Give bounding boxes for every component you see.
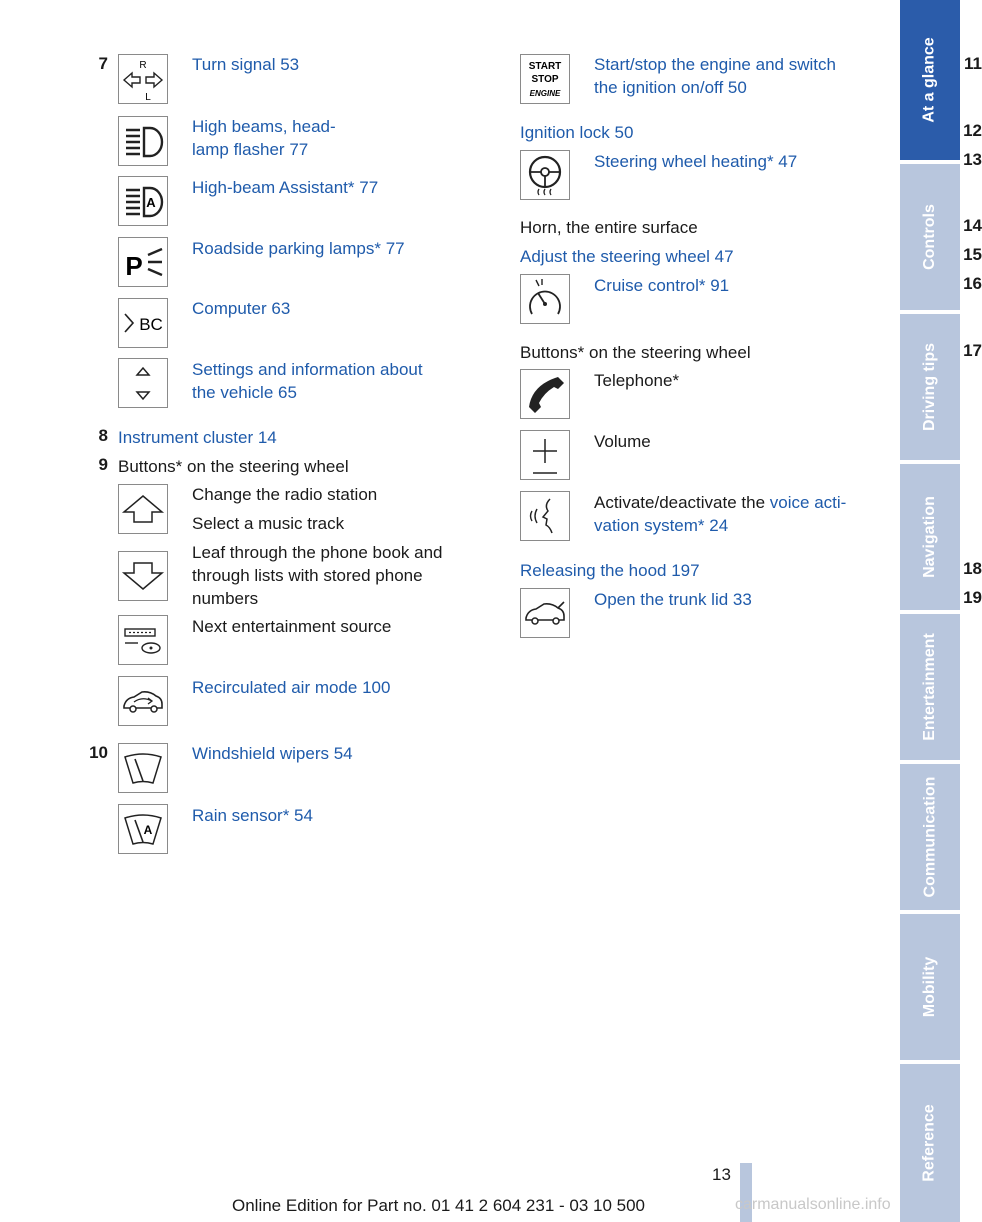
- item-number: 14: [963, 216, 982, 235]
- start-label: START: [528, 61, 562, 72]
- radio-station-text: Change the radio station: [192, 485, 378, 504]
- steering-wheel-heating-icon: [520, 150, 570, 200]
- svg-text:P: P: [125, 251, 143, 281]
- media-source-icon: [118, 615, 168, 665]
- item-number: 17: [963, 341, 982, 360]
- item-number: 8: [98, 426, 108, 445]
- voice-activation-line1: [594, 491, 846, 514]
- turn-signal-link[interactable]: Turn signal 53: [192, 55, 300, 74]
- turn-signal-icon: [118, 54, 168, 104]
- svg-text:A: A: [143, 823, 153, 837]
- steering-wheel-heating-link[interactable]: Steering wheel heating* 47: [594, 152, 798, 171]
- phone-book-text-line1: Leaf through the phone book and: [192, 543, 443, 562]
- settings-link-line2[interactable]: the vehicle 65: [192, 383, 297, 402]
- cruise-control-icon: [520, 274, 570, 324]
- voice-activation-icon: [520, 491, 570, 541]
- svg-text:BC: BC: [139, 315, 163, 334]
- tab-mobility[interactable]: [900, 914, 960, 1060]
- up-down-arrows-icon: [118, 358, 168, 408]
- volume-icon: [520, 430, 570, 480]
- svg-text:A: A: [146, 195, 156, 210]
- tab-label: Entertainment: [921, 633, 939, 741]
- computer-link[interactable]: Computer 63: [192, 299, 291, 318]
- high-beams-link-line1[interactable]: High beams, head-: [192, 117, 336, 136]
- trunk-lid-icon: [520, 588, 570, 638]
- instrument-cluster-link[interactable]: Instrument cluster 14: [118, 428, 277, 447]
- entertainment-source-text: Next entertainment source: [192, 617, 392, 636]
- windshield-wiper-icon: [118, 743, 168, 793]
- tab-reference[interactable]: [900, 1064, 960, 1222]
- item-number: 15: [963, 245, 982, 264]
- tab-label: Controls: [921, 204, 938, 270]
- phone-book-text-line2: through lists with stored phone: [192, 566, 423, 585]
- svg-text:R: R: [139, 60, 147, 71]
- item-number: 9: [98, 455, 108, 474]
- high-beam-assistant-link[interactable]: High-beam Assistant* 77: [192, 178, 379, 197]
- high-beam-assistant-icon: [118, 176, 168, 226]
- computer-icon: [118, 298, 168, 348]
- steering-buttons-heading: Buttons* on the steering wheel: [118, 457, 349, 476]
- engine-label: ENGINE: [529, 89, 561, 98]
- volume-text: Volume: [594, 432, 651, 451]
- tab-driving-tips[interactable]: [900, 314, 960, 460]
- item-number: 7: [98, 54, 108, 73]
- item-number: 18: [963, 559, 982, 578]
- chapter-sidebar: [900, 0, 960, 1222]
- settings-link-line1[interactable]: Settings and information about: [192, 360, 423, 379]
- svg-text:L: L: [145, 92, 151, 103]
- arrow-up-icon: [118, 484, 168, 534]
- voice-activation-link-line2[interactable]: vation system* 24: [594, 516, 729, 535]
- phone-book-text-line3: numbers: [192, 589, 259, 608]
- ignition-lock-link[interactable]: Ignition lock 50: [520, 123, 634, 142]
- voice-activation-link[interactable]: voice acti-: [769, 493, 847, 512]
- cruise-control-link[interactable]: Cruise control* 91: [594, 276, 730, 295]
- trunk-lid-link[interactable]: Open the trunk lid 33: [594, 590, 752, 609]
- item-number: 19: [963, 588, 982, 607]
- item-number: 10: [89, 743, 108, 762]
- tab-navigation[interactable]: [900, 464, 960, 610]
- item-number: 11: [964, 54, 982, 73]
- adjust-steering-wheel-link[interactable]: Adjust the steering wheel 47: [520, 247, 734, 266]
- high-beam-icon: [118, 116, 168, 166]
- tab-label: Reference: [921, 1104, 938, 1182]
- recirculated-air-icon: [118, 676, 168, 726]
- start-stop-link-line1[interactable]: Start/stop the engine and switch: [594, 55, 836, 74]
- tab-label: Navigation: [921, 496, 939, 578]
- arrow-down-icon: [118, 551, 168, 601]
- stop-label: STOP: [531, 74, 559, 85]
- start-stop-icon: [520, 54, 570, 104]
- music-track-text: Select a music track: [192, 514, 345, 533]
- page-number: 13: [712, 1165, 731, 1184]
- rain-sensor-link[interactable]: Rain sensor* 54: [192, 806, 313, 825]
- parking-lamps-link[interactable]: Roadside parking lamps* 77: [192, 239, 405, 258]
- start-stop-link-line2[interactable]: the ignition on/off 50: [594, 78, 747, 97]
- footer-text: Online Edition for Part no. 01 41 2 604 231 - 03 10 500: [232, 1196, 646, 1215]
- recirculated-air-link[interactable]: Recirculated air mode 100: [192, 678, 391, 697]
- tab-label: Mobility: [921, 956, 938, 1018]
- release-hood-link[interactable]: Releasing the hood 197: [520, 561, 700, 580]
- voice-activation-prefix: Activate/deactivate the: [594, 493, 770, 512]
- telephone-text: Telephone*: [594, 371, 680, 390]
- horn-text: Horn, the entire surface: [520, 218, 698, 237]
- tab-label: At a glance: [921, 37, 939, 123]
- steering-buttons-heading: Buttons* on the steering wheel: [520, 343, 751, 362]
- tab-entertainment[interactable]: [900, 614, 960, 760]
- high-beams-link-line2[interactable]: lamp flasher 77: [192, 140, 309, 159]
- item-number: 12: [963, 121, 982, 140]
- tab-communication[interactable]: [900, 764, 960, 910]
- item-number: 16: [963, 274, 982, 293]
- windshield-wipers-link[interactable]: Windshield wipers 54: [192, 744, 353, 763]
- item-number: 13: [963, 150, 982, 169]
- parking-lamps-icon: [118, 237, 168, 287]
- tab-at-a-glance[interactable]: [900, 0, 960, 160]
- tab-controls[interactable]: [900, 164, 960, 310]
- watermark: carmanualsonline.info: [735, 1196, 891, 1213]
- rain-sensor-icon: [118, 804, 168, 854]
- telephone-icon: [520, 369, 570, 419]
- tab-label: Communication: [921, 776, 939, 898]
- tab-label: Driving tips: [921, 342, 939, 432]
